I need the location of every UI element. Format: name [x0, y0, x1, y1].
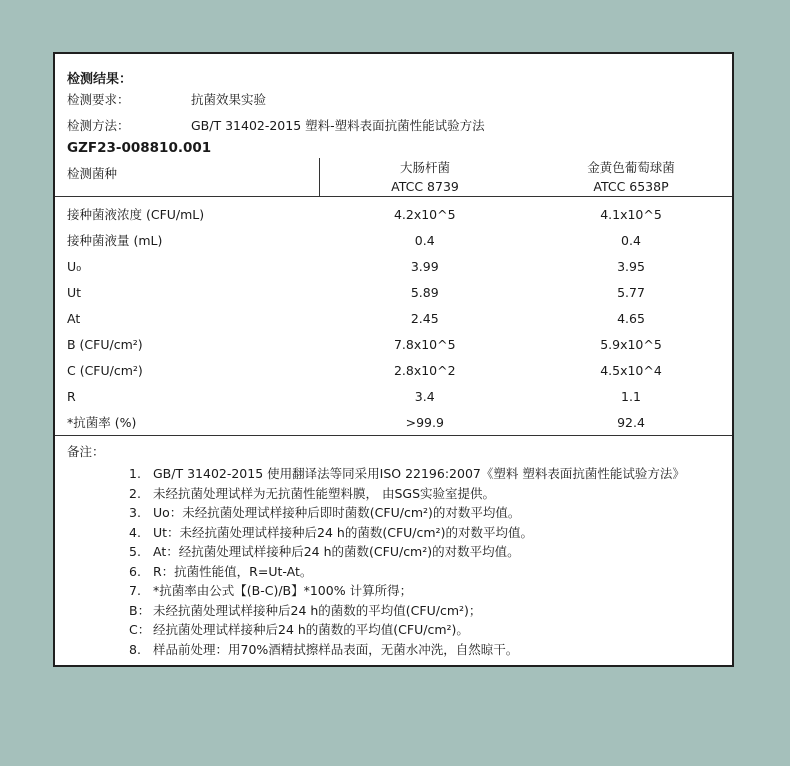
test-method-label: 检测方法：: [67, 118, 130, 133]
strain-1-value: 4.2x10^5: [393, 206, 456, 222]
table-row: [55, 357, 732, 383]
table-row: [55, 383, 732, 409]
strain-1-value: 3.4: [414, 388, 435, 404]
note-item: [129, 523, 732, 543]
note-number: C：: [129, 622, 151, 637]
test-requirement-line: [67, 90, 266, 108]
table-row: [55, 409, 732, 436]
strain-1-name: 大肠杆菌: [399, 160, 450, 175]
test-requirement-label: 检测要求：: [67, 92, 130, 107]
note-item: [129, 484, 732, 504]
note-text: *抗菌率由公式【(B-C)/B】*100% 计算所得；: [153, 583, 413, 598]
strain-2-value: 4.1x10^5: [600, 206, 662, 222]
strain-2-code: ATCC 6538P: [593, 179, 669, 194]
note-text: At：经抗菌处理试样接种后24 h的菌数(CFU/cm²)的对数平均值。: [153, 544, 520, 559]
strain-2-value: 3.95: [617, 258, 645, 274]
test-report-document: [53, 52, 734, 667]
note-item: [129, 640, 732, 660]
row-label: B (CFU/cm²): [67, 336, 143, 352]
strain-1-code: ATCC 8739: [391, 179, 459, 194]
strain-2-value: 4.65: [617, 310, 645, 326]
strain-1-value: 7.8x10^5: [393, 336, 456, 352]
note-number: 8.: [129, 641, 141, 657]
note-text: 经抗菌处理试样接种后24 h的菌数的平均值(CFU/cm²)。: [153, 622, 469, 637]
strain-2-value: 5.77: [617, 284, 645, 300]
note-item: [129, 601, 732, 621]
note-number: 5.: [129, 544, 141, 559]
note-text: 未经抗菌处理试样接种后24 h的菌数的平均值(CFU/cm²)；: [153, 602, 482, 618]
row-label: 接种菌液浓度 (CFU/mL): [67, 207, 205, 222]
row-label: U₀: [67, 258, 82, 274]
test-method-line: [67, 116, 485, 134]
note-number: 2.: [129, 485, 141, 501]
table-row: [55, 227, 732, 253]
strain-1-value: 3.99: [410, 258, 439, 274]
results-title: 检测结果：: [67, 72, 133, 87]
report-id: GZF23-008810.001: [67, 140, 212, 156]
strain-column-header: 检测菌种: [55, 158, 320, 197]
table-row: [55, 197, 732, 228]
notes-list: [129, 464, 732, 659]
note-item: [129, 464, 732, 484]
strain-1-header: [320, 158, 531, 197]
note-number: 3.: [129, 505, 141, 520]
test-requirement-value: 抗菌效果实验: [191, 92, 267, 107]
note-item: [129, 503, 732, 523]
notes-title: 备注：: [67, 444, 105, 459]
table-header-row: [55, 158, 732, 197]
strain-2-value: 4.5x10^4: [600, 362, 662, 378]
strain-1-value: 5.89: [410, 284, 439, 300]
row-label: Ut: [67, 284, 82, 300]
note-number: 1.: [129, 466, 141, 481]
strain-2-value: 0.4: [621, 232, 641, 248]
strain-2-value: 5.9x10^5: [600, 336, 662, 352]
note-item: [129, 562, 732, 582]
note-number: 6.: [129, 563, 141, 579]
note-number: 4.: [129, 524, 141, 540]
note-text: Ut：未经抗菌处理试样接种后24 h的菌数(CFU/cm²)的对数平均值。: [153, 524, 533, 540]
row-label: *抗菌率 (%): [55, 409, 320, 436]
note-text: GB/T 31402-2015 使用翻译法等同采用ISO 22196:2007《塑料 塑料表面抗菌性能试验方法》: [153, 466, 685, 481]
table-row: [55, 279, 732, 305]
note-text: Uo：未经抗菌处理试样接种后即时菌数(CFU/cm²)的对数平均值。: [153, 505, 521, 520]
strain-2-value: 1.1: [621, 388, 641, 404]
table-row: [55, 305, 732, 331]
note-text: R：抗菌性能值，R=Ut-At。: [153, 563, 313, 579]
note-item: [129, 581, 732, 601]
note-text: 样品前处理：用70%酒精拭擦样品表面，无菌水冲洗，自然晾干。: [153, 641, 519, 657]
table-row: [55, 331, 732, 357]
note-number: B：: [129, 602, 151, 618]
row-label: C (CFU/cm²): [67, 362, 143, 378]
test-method-value: GB/T 31402-2015 塑料-塑料表面抗菌性能试验方法: [191, 118, 485, 133]
strain-1-value: 2.8x10^2: [393, 362, 456, 378]
row-label: R: [67, 388, 76, 404]
strain-1-value: 0.4: [414, 232, 435, 248]
strain-2-name: 金黄色葡萄球菌: [587, 160, 675, 175]
row-label: At: [67, 310, 81, 326]
note-item: [129, 620, 732, 640]
row-label: 接种菌液量 (mL): [67, 233, 163, 248]
table-row: [55, 253, 732, 279]
note-text: 未经抗菌处理试样为无抗菌性能塑料膜， 由SGS实验室提供。: [153, 485, 496, 501]
strain-1-value: 2.45: [410, 310, 439, 326]
strain-2-value: 92.4: [530, 409, 732, 436]
strain-2-header: [530, 158, 732, 197]
note-number: 7.: [129, 583, 141, 598]
note-item: [129, 542, 732, 562]
results-table: [55, 158, 732, 436]
strain-1-value: >99.9: [320, 409, 531, 436]
